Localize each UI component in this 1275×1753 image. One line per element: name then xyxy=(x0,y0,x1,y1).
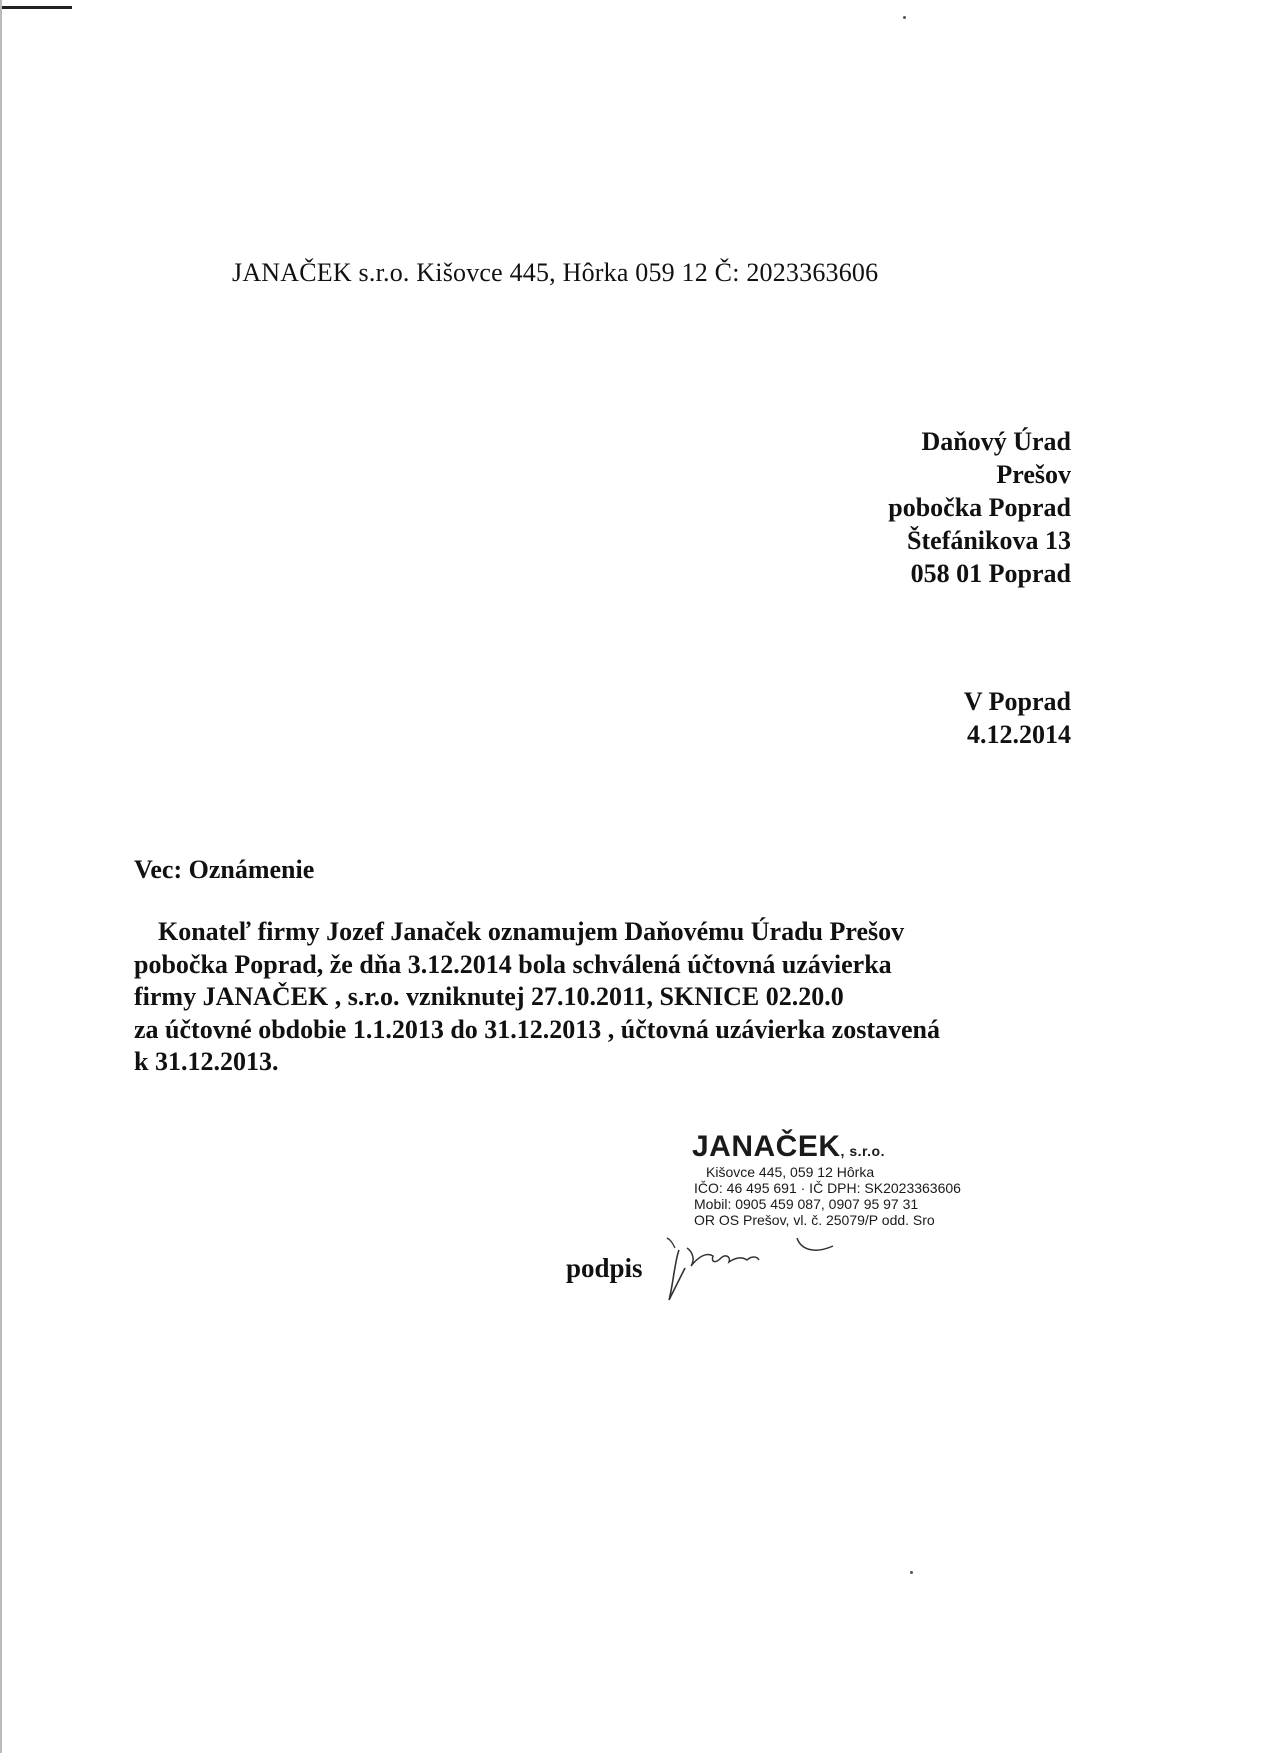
stamp-suffix: s.r.o. xyxy=(849,1143,885,1159)
date: 4.12.2014 xyxy=(967,720,1071,749)
scan-edge-mark xyxy=(0,6,72,9)
recipient-line: Prešov xyxy=(996,460,1071,489)
place-date xyxy=(771,685,1071,751)
scan-edge-mark xyxy=(0,0,2,1753)
body-line: za účtovné obdobie 1.1.2013 do 31.12.2013 , účtovná uzávierka zostavená xyxy=(134,1014,940,1044)
scan-speck xyxy=(903,16,906,19)
body-line: Konateľ firmy Jozef Janaček oznamujem Daňovému Úradu Prešov xyxy=(158,917,905,946)
recipient-line: Štefánikova 13 xyxy=(907,526,1071,555)
stamp-address: Kišovce 445, 059 12 Hôrka xyxy=(706,1164,875,1180)
stamp-company-name: JANAČEK, s.r.o. xyxy=(692,1130,885,1163)
recipient-line: 058 01 Poprad xyxy=(910,559,1071,588)
stamp-ids: IČO: 46 495 691 · IČ DPH: SK2023363606 xyxy=(694,1180,961,1196)
recipient-address xyxy=(671,425,1071,590)
letter-body xyxy=(134,916,1094,1079)
recipient-line: Daňový Úrad xyxy=(921,427,1071,456)
body-line: firmy JANAČEK , s.r.o. vzniknutej 27.10.2011, SKNICE 02.20.0 xyxy=(134,982,844,1011)
body-line: pobočka Poprad, že dňa 3.12.2014 bola schválená účtovná uzávierka xyxy=(134,949,892,979)
body-line: k 31.12.2013. xyxy=(134,1047,279,1076)
handwritten-signature xyxy=(665,1230,875,1310)
subject-line: Vec: Oznámenie xyxy=(134,855,315,884)
stamp-registry: OR OS Prešov, vl. č. 25079/P odd. Sro xyxy=(694,1212,935,1228)
scan-speck xyxy=(910,1571,913,1574)
place: V Poprad xyxy=(963,687,1071,716)
company-header: JANAČEK s.r.o. Kišovce 445, Hôrka 059 12 Č: 2023363606 xyxy=(232,258,879,287)
stamp-name-text: JANAČEK xyxy=(692,1130,841,1163)
stamp-phone: Mobil: 0905 459 087, 0907 95 97 31 xyxy=(694,1196,919,1212)
company-stamp xyxy=(632,1130,961,1228)
recipient-line: pobočka Poprad xyxy=(888,493,1071,522)
signature-label: podpis xyxy=(566,1253,643,1283)
